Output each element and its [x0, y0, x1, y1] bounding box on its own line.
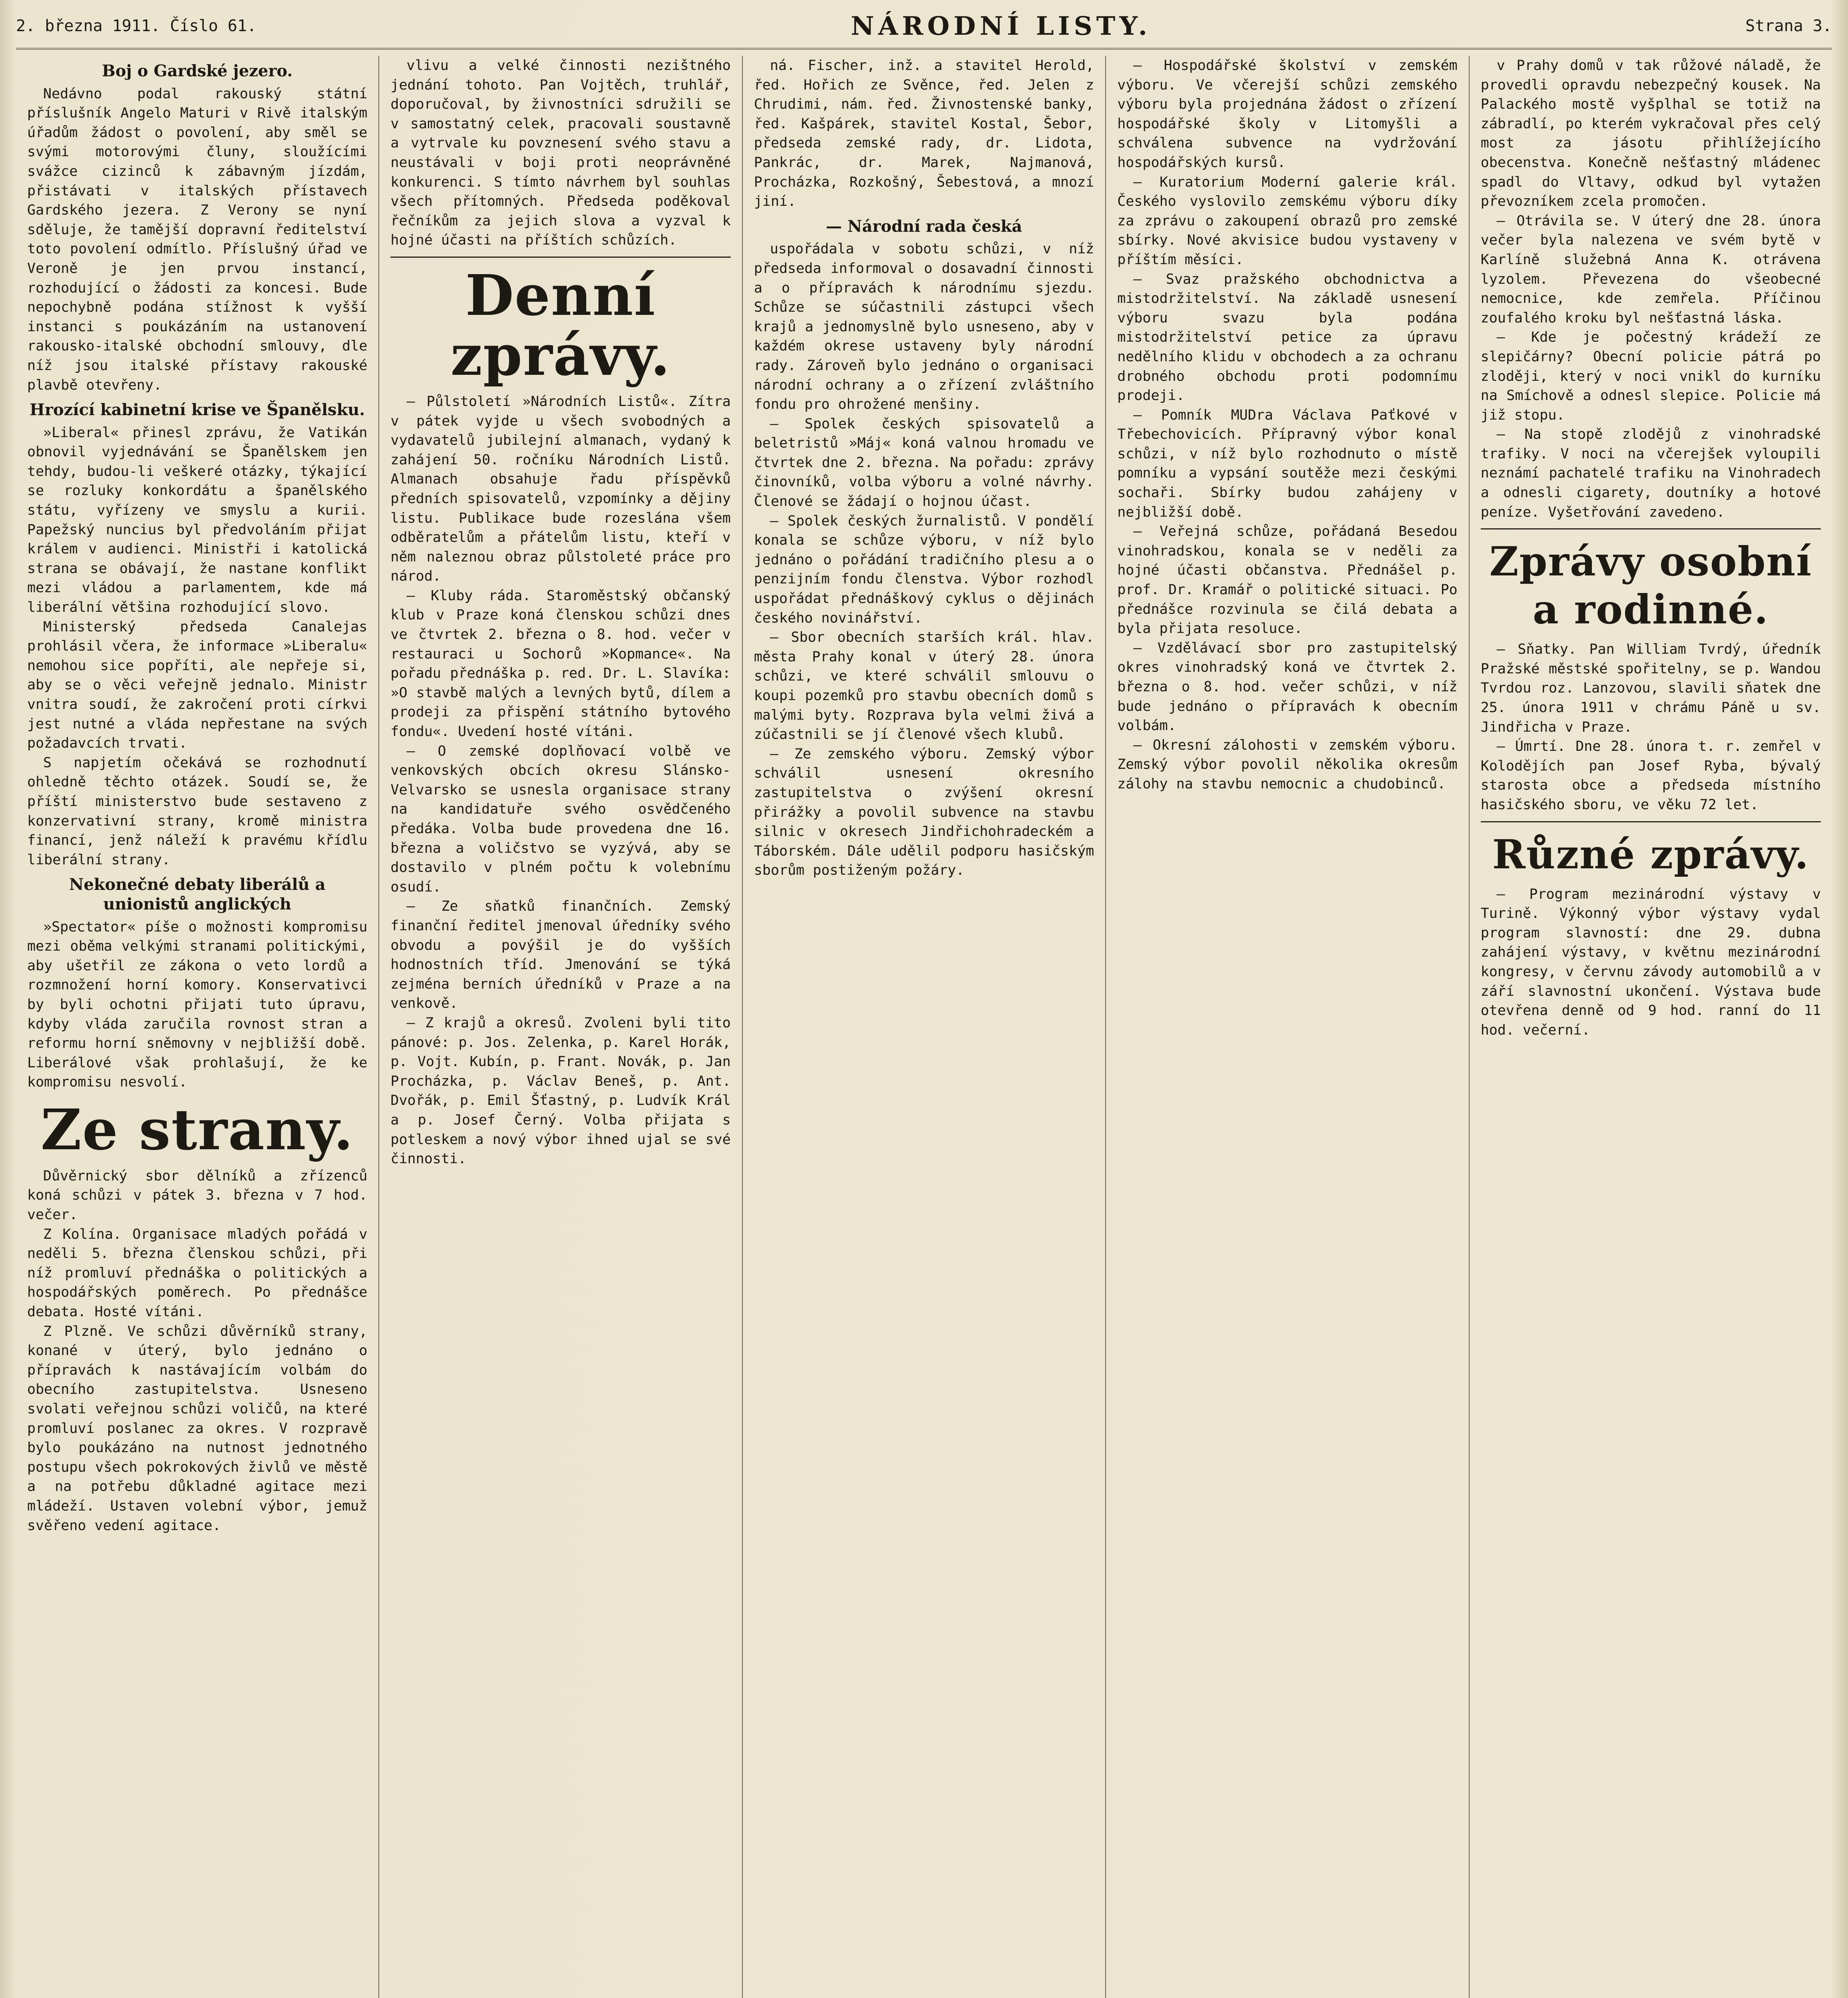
article-text: »Spectator« píše o možnosti kompromisu mezi oběma velkými stranami politickými, aby ušetřil ze zákona o veto lordů a rozmnožení horní komory. Konservativci by byli ochotni přijati tuto úpravu, kdyby vláda zaručila rovnost stran a reformu horní sněmovny v nejbližší době. Liberálové však prohlašují, že ke kompromisu nesvolí. [27, 919, 368, 1091]
article-text: — Spolek českých žurnalistů. V pondělí konala se schůze výboru, v níž bylo jednáno o pořádání tradičního plesu a o penzijním fondu členstva. Výbor rozhodl uspořádat přednáškový cyklus o dějinách českého novinářství. [754, 513, 1094, 626]
page-header [16, 4, 1832, 50]
article-text: — Z krajů a okresů. Zvoleni byli tito pánové: p. Jos. Zelenka, p. Karel Horák, p. Vojt. Kubín, p. Frant. Novák, p. Jan Procházka, p. Václav Beneš, p. Ant. Dvořák, p. Emil Šťastný, p. Ludvík Král a p. Josef Černý. Volba přijata s potleskem a nový výbor ihned ujal se své činnosti. [390, 1015, 731, 1167]
section-title: Zprávy osobní a rodinné. [1489, 538, 1812, 633]
headline: Hrozící kabinetní krise ve Španělsku. [30, 400, 365, 420]
headline: Nekonečné debaty liberálů a unionistů anglických [69, 875, 326, 913]
article-text: ná. Fischer, inž. a stavitel Herold, řed. Hořich ze Svěnce, řed. Jelen z Chrudimi, nám. řed. Živnostenské banky, řed. Kašpárek, stavitel Kostal, Šebor, předseda zemské rady, dr. Lidota, Pankrác, dr. Marek, Najmanová, Procházka, Rozkošný, Šebestová, a mnozí jiní. [754, 58, 1094, 210]
article-text: — Sbor obecních starších král. hlav. města Prahy konal v úterý 28. února schůzi, ve které schválil smlouvu o koupi pozemků pro stavbu obecních domů s malými byty. Rozprava byla velmi živá a zúčastnili se jí členové všech klubů. [754, 629, 1094, 743]
article-text: S napjetím očekává se rozhodnutí ohledně těchto otázek. Soudí se, že příští ministerstvo bude sestaveno z konzervativní strany, kromě ministra financí, jenž náleží k pravému křídlu liberální strany. [27, 754, 368, 868]
article-text: — Vzdělávací sbor pro zastupitelský okres vinohradský koná ve čtvrtek 2. března o 8. hod. večer schůzi, v níž bude jednáno o přípravách k obecním volbám. [1117, 640, 1458, 734]
article-text: — Na stopě zlodějů z vinohradské trafiky. V noci na včerejšek vyloupili neznámí pachatelé trafiku na Vinohradech a odnesli cigarety, doutníky a hotové peníze. Vyšetřování zavedeno. [1480, 426, 1821, 520]
article-text: — Kuratorium Moderní galerie král. Českého vyslovilo zemskému výboru díky za zprávu o zakoupení obrazů pro zemské sbírky. Nové akvisice budou vystaveny v příštím měsíci. [1117, 174, 1458, 268]
article-text: — Půlstoletí »Národních Listů«. Zítra v pátek vyjde u všech svobodných a vydavatelů jubilejní almanach, vydaný k zahájení 50. ročníku Národních Listů. Almanach obsahuje řadu příspěvků předních spisovatelů, vzpomínky a dějiny listu. Publikace bude rozeslána všem odběratelům a přátelům listu, kteří v něm naleznou obraz půlstoleté práce pro národ. [390, 393, 731, 585]
column-4 [1106, 56, 1469, 1998]
column-2 [379, 56, 742, 1998]
section-title: Různé zprávy. [1492, 830, 1810, 878]
column-1 [16, 56, 379, 1998]
article-text: Z Plzně. Ve schůzi důvěrníků strany, konané v úterý, bylo jednáno o přípravách k nastávajícím volbám do obecního zastupitelstva. Usneseno svolati veřejnou schůzi voličů, na které promluví poslanec za okres. V rozpravě bylo poukázáno na nutnost jednotného postupu všech pokrokových živlů ve městě a na potřebu důkladné agitace mezi mládeží. Ustaven volební výbor, jemuž svěřeno vedení agitace. [27, 1323, 368, 1534]
article-text: Ministerský předseda Canalejas prohlásil včera, že informace »Liberalu« nemohou sice popříti, ale nepřeje si, aby se o věci veřejně jednalo. Ministr vnitra soudí, že zakročení proti církvi jest nutné a vláda nepřestane na svých požadavcích trvati. [27, 619, 368, 752]
article-text: — O zemské doplňovací volbě ve venkovských obcích okresu Slánsko-Velvarsko se usnesla organisace strany na kandidatuře svého osvědčeného předáka. Volba bude provedena dne 16. března a voličstvo se vyzývá, aby se dostavilo v plném počtu k volebnímu osudí. [390, 743, 731, 895]
article-text: — Ze sňatků finančních. Zemský finanční ředitel jmenoval úředníky svého obvodu a povýšil je do vyšších hodnostních tříd. Jmenování se týká zejména berních úředníků v Praze a na venkově. [390, 898, 731, 1012]
section-title: Ze strany. [40, 1097, 354, 1163]
page-number: Strana 3. [1745, 17, 1832, 35]
divider [1481, 528, 1821, 529]
section-title: Denní zprávy. [450, 263, 671, 388]
article-text: — Kluby ráda. Staroměstský občanský klub v Praze koná členskou schůzi dnes ve čtvrtek 2. března o 8. hod. večer v restauraci u Sochorů »Kopmance«. Na pořadu přednáška p. red. Dr. L. Slavíka: »O stavbě malých a levných bytů, dílem a prodeji za přispění státního bytového fondu«. Uvedení hosté vítáni. [390, 587, 731, 740]
headline: — Národní rada česká [826, 217, 1022, 236]
divider [390, 257, 730, 258]
article-text: — Sňatky. Pan William Tvrdý, úředník Pražské městské spořitelny, se p. Wandou Tvrdou roz. Lanzovou, slavili sňatek dne 25. února 1911 v chrámu Páně u sv. Jindřicha v Praze. [1480, 641, 1821, 735]
article-text: — Spolek českých spisovatelů a beletristů »Máj« koná valnou hromadu ve čtvrtek dne 2. března. Na pořadu: zprávy činovníků, volba výboru a volné návrhy. Členové se žádají o hojnou účast. [754, 416, 1094, 510]
article-text: — Hospodářské školství v zemském výboru. Ve včerejší schůzi zemského výboru byla projednána žádost o zřízení hospodářské školy v Litomyšli a schválena subvence na vydržování hospodářských kursů. [1117, 58, 1458, 171]
article-text: Důvěrnický sbor dělníků a zřízenců koná schůzi v pátek 3. března v 7 hod. večer. [27, 1168, 368, 1223]
article-text: Z Kolína. Organisace mladých pořádá v neděli 5. března členskou schůzi, při níž promluví přednáška o politických a hospodářských poměrech. Po přednášce debata. Hosté vítáni. [27, 1226, 368, 1320]
article-text: Nedávno podal rakouský státní příslušník Angelo Maturi v Rivě italským úřadům žádost o povolení, aby směl se svými motorovými čluny, sloužícími svážce cizinců k zábavným jízdám, přistávati v italských přístavech Gardského jezera. Z Verony se nyní sděluje, že tamější dopravní ředitelství toto povolení odmítlo. Příslušný úřad ve Veroně je jen prvou instancí, rozhodující o žádosti za koncesi. Bude nepochybně podána stížnost k vyšší instanci s poukázáním na ustanovení rakousko-italské obchodní smlouvy, dle níž jsou italské přístavy rakouské plavbě otevřeny. [27, 86, 368, 393]
article-text: — Ze zemského výboru. Zemský výbor schválil usnesení okresního zastupitelstva o zvýšení okresní přirážky a povolil subvence na stavbu silnic v okresech Jindřichohradeckém a Táborském. Dále udělil podporu hasičským sborům postiženým požáry. [754, 746, 1094, 879]
article-text: — Svaz pražského obchodnictva a mistodržitelství. Na základě usnesení výboru svazu byla podána mistodržitelství petice za úpravu nedělního klidu v obchodech a za ochranu drobného obchodu proti podomnímu prodeji. [1117, 271, 1458, 404]
masthead: NÁRODNÍ LISTY. [851, 11, 1152, 41]
columns [16, 56, 1832, 1998]
issue-date: 2. března 1911. Číslo 61. [16, 17, 257, 35]
article-text: — Otrávila se. V úterý dne 28. února večer byla nalezena ve svém bytě v Karlíně služebná Anna K. otrávena lyzolem. Převezena do všeobecné nemocnice, kde zemřela. Příčinou zoufalého kroku byl nešťastná láska. [1480, 213, 1821, 326]
article-text: — Úmrtí. Dne 28. února t. r. zemřel v Kolodějích pan Josef Ryba, bývalý starosta obce a předseda místního hasičského sboru, ve věku 72 let. [1480, 738, 1821, 813]
article-text: uspořádala v sobotu schůzi, v níž předseda informoval o dosavadní činnosti a o přípravách k národnímu sjezdu. Schůze se súčastnili zástupci všech krajů a jednomyslně bylo usneseno, aby v každém okrese ustaveny byly národní rady. Zároveň bylo jednáno o organisaci národní ochrany a o zřízení zvláštního fondu pro ohrožené menšiny. [754, 241, 1094, 413]
divider [1481, 821, 1821, 822]
column-5 [1470, 56, 1832, 1998]
article-text: »Liberal« přinesl zprávu, že Vatikán obnovil vyjednávání se Španělskem jen tehdy, budou-li veškeré otázky, týkající se rozluky konkordátu a španělského státu, vyřízeny ve smyslu a kurii. Papežský nuncius byl předvoláním přijat králem v audienci. Ministři i katolická strana se obávají, že nastane konflikt mezi vládou a parlamentem, kde má liberální většina rozhodující slovo. [27, 424, 368, 616]
headline: Boj o Gardské jezero. [102, 62, 293, 80]
article-text: vlivu a velké činnosti nezištného jednání tohoto. Pan Vojtěch, truhlář, doporučoval, by živnostníci sdružili se v samostatný celek, pracovali soustavně a vytrvale ku povznesení svého stavu a neustávali v boji proti neoprávněné konkurenci. S tímto návrhem byl souhlas všech přítomných. Předseda poděkoval řečníkům za jejich slova a vyzval k hojné účasti na příštích schůzích. [390, 58, 731, 249]
article-text: — Kde je počestný krádeží ze slepičárny? Obecní policie pátrá po zloději, který v noci vnikl do kurníku na Smíchově a odnesl slepice. Policie má již stopu. [1480, 329, 1821, 423]
article-text: — Program mezinárodní výstavy v Turině. Výkonný výbor výstavy vydal program slavností: dne 29. dubna zahájení výstavy, v květnu mezinárodní kongresy, v červnu závody automobilů a v září slavnostní ukončení. Výstava bude otevřena denně od 9 hod. ranní do 11 hod. večerní. [1480, 886, 1821, 1038]
column-3 [743, 56, 1106, 1998]
article-text: v Prahy domů v tak růžové náladě, že provedli opravdu nebezpečný kousek. Na Palackého mostě vyšplhal se totiž na zábradlí, po kterém vykračoval přes celý most za jásotu přihlížejícího obecenstva. Konečně nešťastný mládenec spadl do Vltavy, odkud byl vytažen převozníkem zcela promočen. [1480, 58, 1821, 210]
article-text: — Okresní zálohosti v zemském výboru. Zemský výbor povolil několika okresům zálohy na stavbu nemocnic a chudobinců. [1117, 737, 1458, 792]
article-text: — Veřejná schůze, pořádaná Besedou vinohradskou, konala se v neděli za hojné účasti občanstva. Přednášel p. prof. Dr. Kramář o politické situaci. Po přednášce rozvinula se čilá debata a byla přijata resoluce. [1117, 523, 1458, 637]
article-text: — Pomník MUDra Václava Paťkové v Třebechovicích. Přípravný výbor konal schůzi, v níž bylo rozhodnuto o místě pomníku a vypsání soutěže mezi českými sochaři. Sbírky budou zahájeny v nejbližší době. [1117, 407, 1458, 520]
